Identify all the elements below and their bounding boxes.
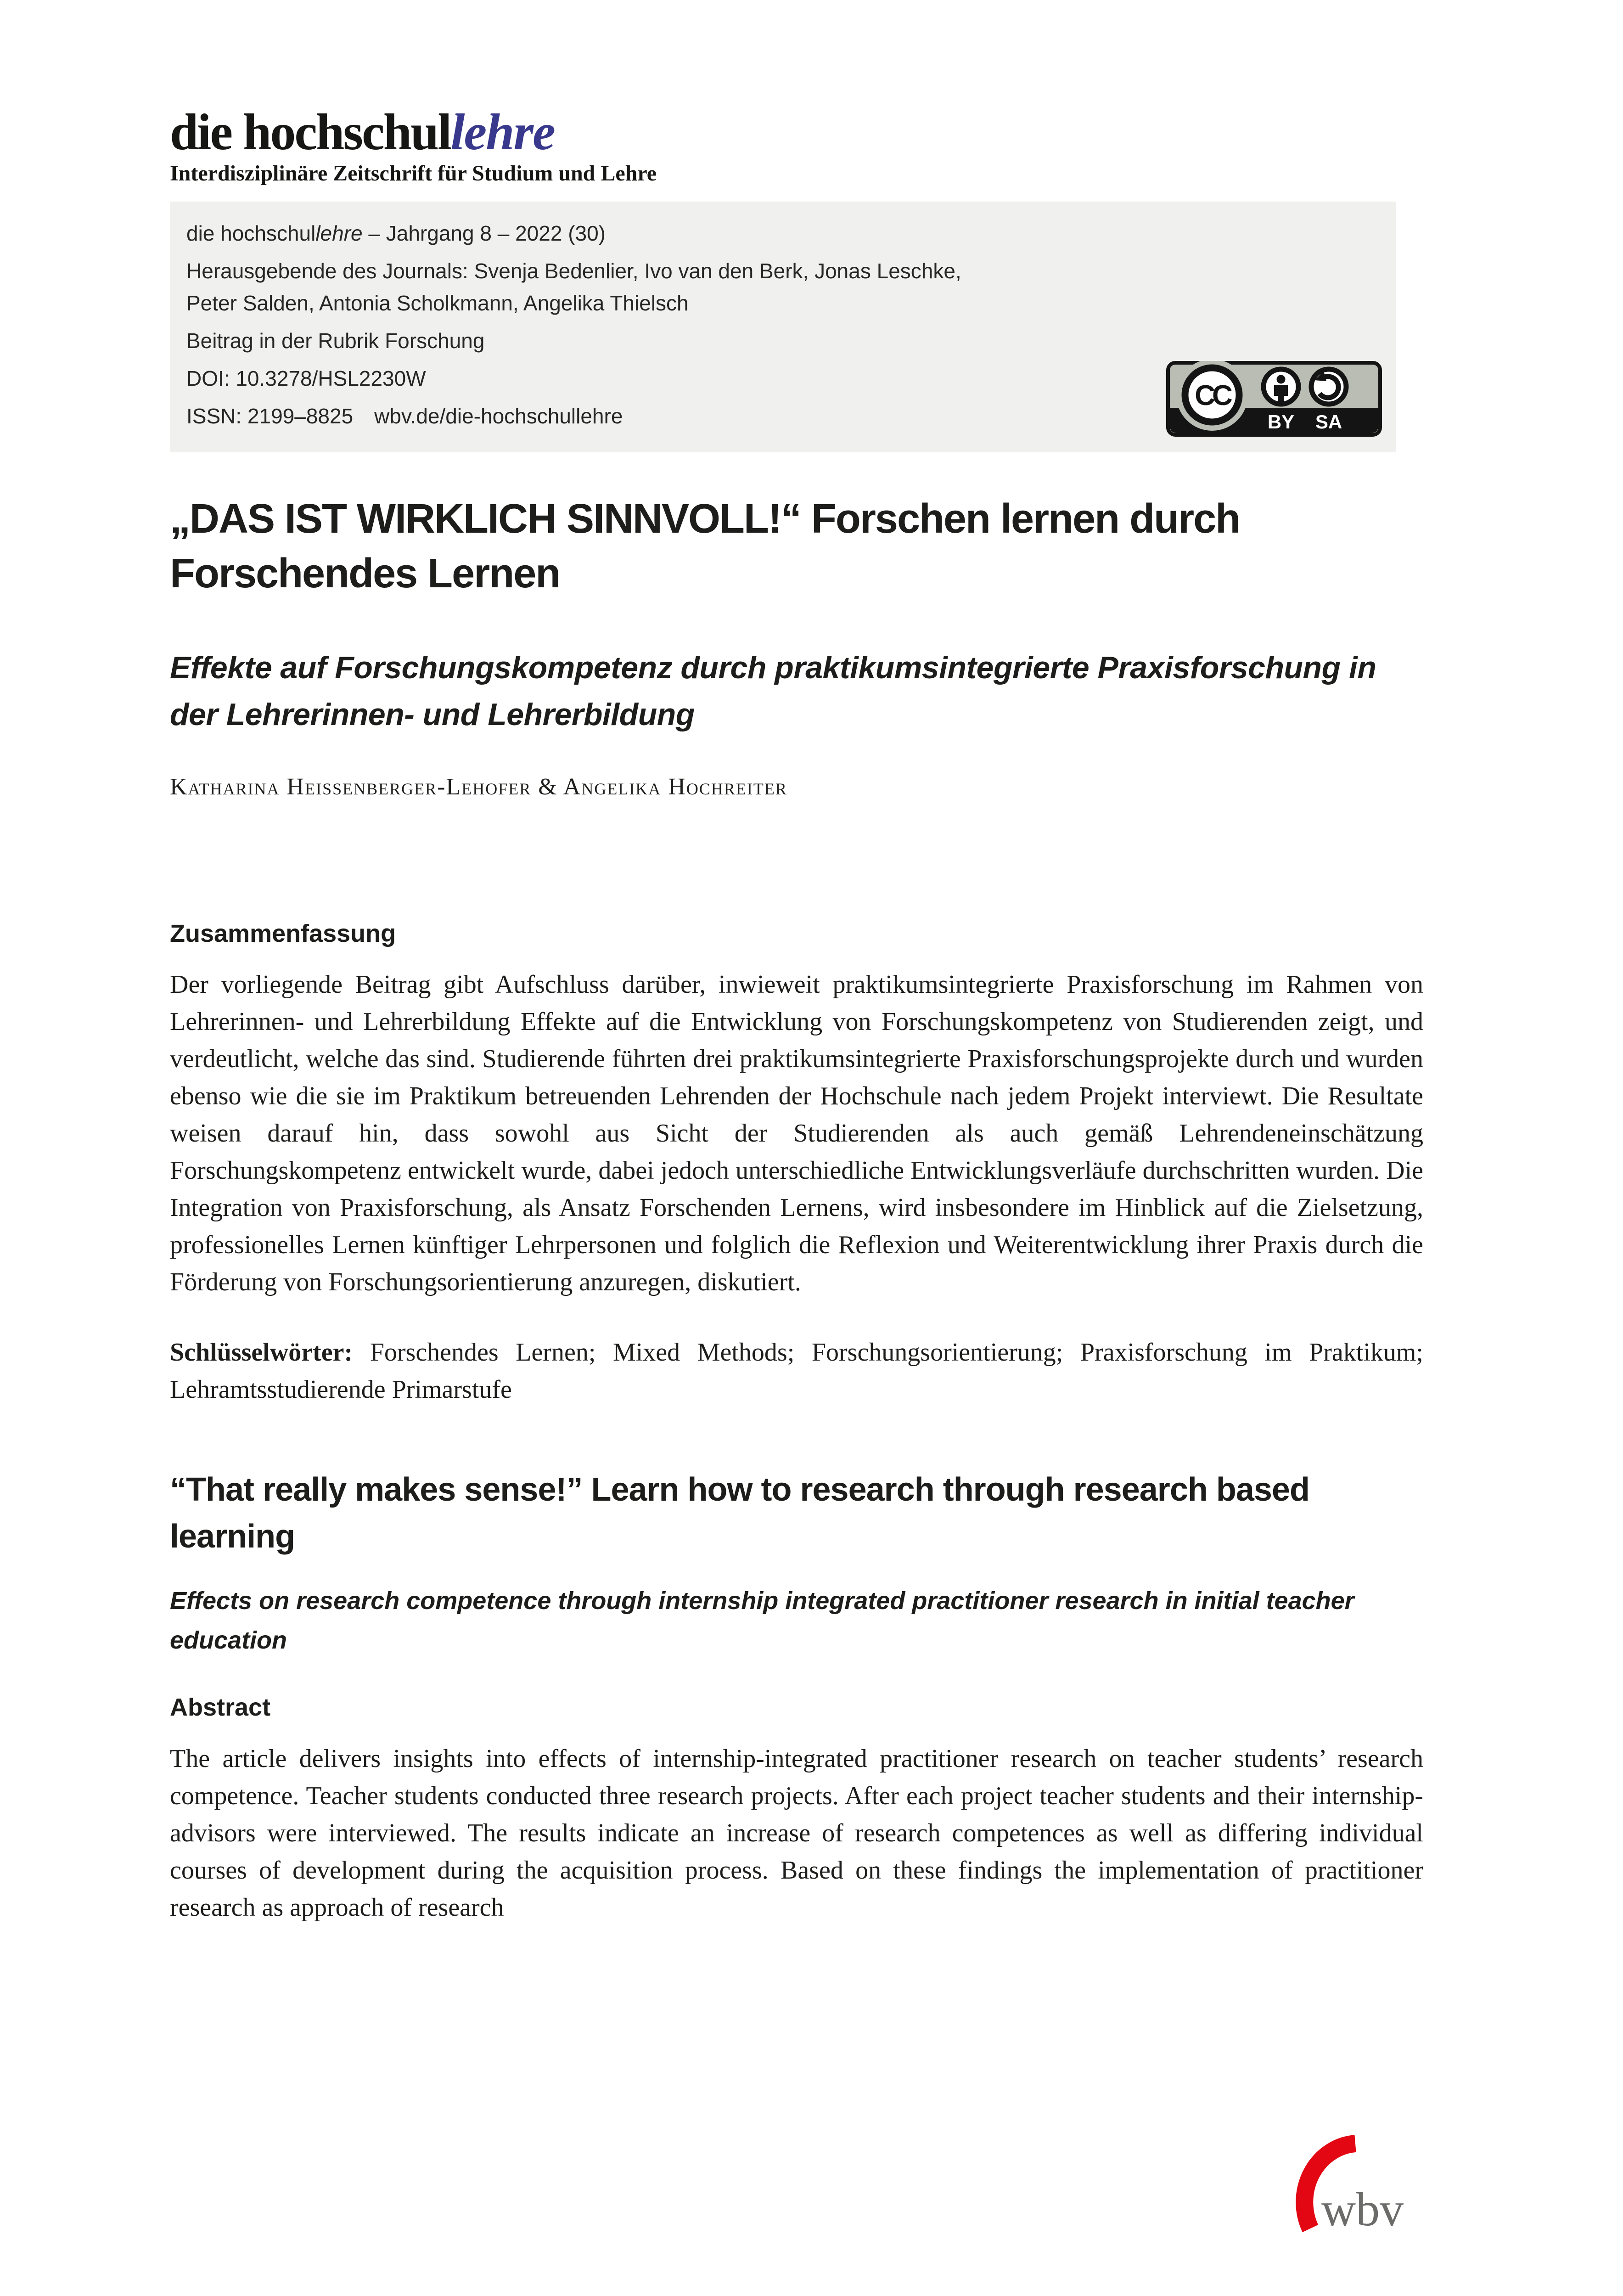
sa-share-alike-icon <box>1311 369 1346 404</box>
journal-tagline: Interdisziplinäre Zeitschrift für Studium und Lehre <box>170 161 657 186</box>
article-title-en: “That really makes sense!” Learn how to research through research based learning <box>170 1471 1309 1555</box>
keywords-paragraph <box>170 1334 1423 1408</box>
issue-journal-name: die hochschul <box>186 221 316 245</box>
editors-line-1: Herausgebende des Journals: Svenja Bedenlier, Ivo van den Berk, Jonas Leschke, <box>186 259 961 283</box>
wbv-logo-text: wbv <box>1321 2183 1404 2236</box>
issue-line <box>186 217 1377 249</box>
by-person-icon <box>1264 369 1298 404</box>
author-names: Katharina Heissenberger-Lehofer & Angelika Hochreiter <box>170 773 787 800</box>
cc-by-sa-license-badge <box>1166 361 1382 437</box>
issue-volume-year: – Jahrgang 8 – 2022 (30) <box>362 221 606 245</box>
journal-logo-wordmark <box>170 104 1423 161</box>
cc-icon <box>1176 361 1248 431</box>
article-title-de: „DAS IST WIRKLICH SINNVOLL!“ Forschen lernen durch Forschendes Lernen <box>170 495 1240 597</box>
issn-number: ISSN: 2199–8825 <box>186 404 354 428</box>
journal-logo-text-blue: lehre <box>450 104 555 161</box>
journal-logo <box>170 104 1423 186</box>
wbv-publisher-logo <box>1281 2134 1419 2240</box>
cc-icon-letters: CC <box>1195 379 1230 411</box>
page-content <box>170 0 1423 1926</box>
article-subtitle-de: Effekte auf Forschungskompetenz durch praktikumsintegrierte Praxisforschung in der Lehrerinnen- und Lehrerbildung <box>170 650 1376 732</box>
editors-line-2: Peter Salden, Antonia Scholkmann, Angelika Thielsch <box>186 291 689 315</box>
article-subtitle-en: Effects on research competence through internship integrated practitioner research in initial teacher education <box>170 1587 1354 1654</box>
section-line: Beitrag in der Rubrik Forschung <box>186 328 485 353</box>
issue-journal-name-italic: lehre <box>315 221 363 245</box>
journal-logo-text-black: die hochschul <box>170 104 451 161</box>
metadata-box <box>170 202 1396 452</box>
doi-line: DOI: 10.3278/HSL2230W <box>186 366 426 390</box>
abstract-de-paragraph: Der vorliegende Beitrag gibt Aufschluss darüber, inwieweit praktikumsintegrierte Praxisforschung im Rahmen von Lehrerinnen- und Lehrerbildung Effekte auf die Entwicklung von Forschungskompetenz von Studierenden zeigt, und verdeutlicht, welche das sind. Studierende führten drei praktikumsintegrierte Praxisforschungsprojekte durch und wurden ebenso wie die sie im Praktikum betreuenden Lehrenden der Hochschule nach jedem Projekt interviewt. Die Resultate weisen darauf hin, dass sowohl aus Sicht der Studierenden als auch gemäß Lehrendeneinschätzung Forschungskompetenz entwickelt wurde, dabei jedoch unterschiedliche Entwicklungsverläufe durchschritten wurden. Die Integration von Praxisforschung, als Ansatz Forschenden Lernens, wird insbesondere im Hinblick auf die Zielsetzung, professionelles Lernen künftiger Lehrpersonen und folglich die Reflexion und Weiterentwicklung ihrer Praxis durch die Förderung von Forschungsorientierung anzuregen, diskutiert. <box>170 970 1423 1296</box>
heading-abstract: Abstract <box>170 1693 271 1721</box>
sa-label: SA <box>1315 411 1342 433</box>
heading-zusammenfassung: Zusammenfassung <box>170 920 396 948</box>
journal-website: wbv.de/die-hochschullehre <box>374 404 623 428</box>
by-label: BY <box>1267 411 1295 433</box>
keywords-label: Schlüsselwörter: <box>170 1338 353 1367</box>
abstract-en-paragraph: The article delivers insights into effects of internship-integrated practitioner research on teacher students’ research competence. Teacher students conducted three research projects. After each project teacher students and their internship-advisors were interviewed. The results indicate an increase of research competences as well as differing individual courses of development during the acquisition process. Based on these findings the implementation of practitioner research as approach of research <box>170 1745 1423 1922</box>
keywords-list: Forschendes Lernen; Mixed Methods; Forschungsorientierung; Praxisforschung im Praktikum; Lehramtsstudierende Primarstufe <box>170 1338 1423 1404</box>
editors-block <box>186 255 1377 319</box>
